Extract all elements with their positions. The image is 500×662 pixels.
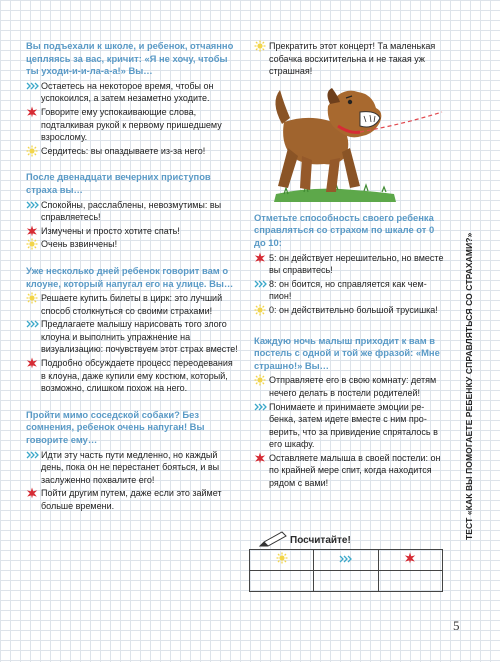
answer-option[interactable]: [254, 278, 446, 303]
answer-text: Сердитесь: вы опаздываете из-за него!: [41, 145, 206, 156]
question-text: Отметьте способность своего ребенка справляться со страхом по шкале от 0 до 10:: [254, 211, 435, 248]
pencil-icon: [258, 530, 288, 548]
answer-text: Измучены и просто хотите спать!: [41, 225, 180, 236]
question-text: Вы подъехали к школе, и ребенок, отчаянно цепляясь за вас, кричит: «Я не хочу, чтобы ты уходи-и-и-ла-а-а!» Вы…: [26, 40, 234, 77]
question-block: [26, 40, 239, 157]
answer-text: Очень взвинчены!: [41, 239, 118, 250]
count-title: Посчитайте!: [290, 535, 351, 546]
answer-text: Отправляете его в свою комнату: детям нечего делать в постели родителей!: [269, 375, 437, 398]
star-icon: [26, 487, 41, 499]
count-star-cell: [378, 550, 442, 571]
answer-text: Спокойны, расслаблены, невозмутимы: вы справляетесь!: [41, 199, 222, 223]
sun-icon: [254, 374, 269, 386]
answer-text: Оставляете малыша в своей постели: он по крайней мере спит, когда находится рядом с вами!: [269, 452, 441, 489]
answer-option[interactable]: [26, 357, 239, 395]
question-text: Пройти мимо соседской собаки? Без сомнения, ребенок очень напуган! Вы говорите ему…: [26, 408, 205, 446]
answer-option[interactable]: [26, 449, 239, 487]
answer-text: Решаете купить билеты в цирк: это лучший способ столкнуться со своими страхами!: [41, 293, 223, 316]
answer-text: Понимаете и принимаете эмоции ребенка, затем идете вместе с ним проверить, что за привидение спряталось в его шкафу.: [269, 401, 438, 450]
spiral-icon: [254, 278, 269, 290]
star-icon: [254, 252, 269, 264]
right-column: [254, 40, 446, 500]
answer-option[interactable]: [254, 374, 446, 399]
count-input-spiral[interactable]: [314, 571, 378, 592]
answer-option[interactable]: [26, 106, 239, 144]
star-icon: [26, 106, 41, 118]
answer-text: 8: он боится, но справляется как чемпион!: [269, 278, 427, 302]
sun-icon: [26, 145, 41, 157]
answer-option[interactable]: [26, 487, 239, 512]
question-text: После двенадцати вечерних приступов страха вы…: [26, 171, 211, 195]
answer-text: 5: он действует нерешительно, но вместе вы справитесь!: [269, 252, 444, 276]
answer-option[interactable]: [254, 304, 446, 317]
page-number: 5: [453, 618, 460, 633]
answer-option[interactable]: [26, 238, 239, 251]
answer-option[interactable]: [26, 225, 239, 238]
spiral-icon: [26, 318, 41, 330]
answer-option[interactable]: [26, 318, 239, 356]
star-icon: [26, 225, 41, 237]
question-block: [254, 335, 446, 490]
answer-option[interactable]: [26, 199, 239, 224]
question-block: [26, 409, 239, 513]
star-icon: [403, 552, 418, 564]
count-spiral-cell: [314, 550, 378, 571]
answer-text: Предлагаете малышу нарисовать того злого клоуна и выполнить упражнение на визуализацию: почувствуем этот страх вместе!: [41, 319, 238, 355]
spiral-icon: [338, 553, 353, 565]
answer-text: Идти эту часть пути медленно, но каждый день, пока он не перестанет бояться, и вы заслуженно похвалите его!: [41, 449, 220, 485]
spiral-icon: [26, 80, 41, 92]
sun-icon: [26, 238, 41, 250]
answer-option[interactable]: [254, 452, 446, 490]
star-icon: [26, 357, 41, 369]
count-input-star[interactable]: [378, 571, 442, 592]
answer-text: Подробно обсуждаете процесс переодевания в клоуна, даже купили ему костюм, который, возможно, слишком похож на него.: [41, 358, 233, 394]
left-column: [26, 40, 239, 523]
answer-option[interactable]: [254, 401, 446, 451]
question-block: [254, 212, 446, 317]
spiral-icon: [254, 401, 269, 413]
answer-option[interactable]: [254, 40, 446, 78]
question-block: [26, 265, 239, 395]
sun-icon: [254, 304, 269, 316]
sun-icon: [26, 292, 41, 304]
question-text: Уже несколько дней ребенок говорит вам о клоуне, который напугал его на улице. Вы…: [26, 264, 234, 289]
answer-text: Пойти другим путем, даже если это займет больше времени.: [41, 488, 222, 511]
barking-dog-icon: [254, 82, 444, 207]
count-sun-cell: [250, 550, 314, 571]
answer-text: Прекратить этот концерт! Та маленькая собачка восхитительна и не такая уж страшная!: [269, 41, 436, 77]
count-table: [249, 549, 443, 592]
spiral-icon: [26, 199, 41, 211]
answer-option[interactable]: [254, 252, 446, 277]
count-input-sun[interactable]: [250, 571, 314, 592]
answer-option[interactable]: [26, 292, 239, 317]
answer-text: Говорите ему успокаивающие слова, подталкивая рукой к первому пришедшему взрослому.: [41, 106, 222, 143]
dog-illustration: [254, 82, 446, 212]
spiral-icon: [26, 449, 41, 461]
answer-option[interactable]: [26, 145, 239, 158]
sun-icon: [254, 40, 269, 52]
question-block: [26, 171, 239, 251]
answer-option[interactable]: [26, 80, 239, 105]
answer-text: Остаетесь на некоторое время, чтобы он успокоился, а затем незаметно уходите.: [41, 80, 214, 104]
answer-text: 0: он действительно большой трусишка!: [269, 304, 438, 315]
question-text: Каждую ночь малыш приходит к вам в постель с одной и той же фразой: «Мне страшно!» Вы…: [254, 334, 440, 371]
star-icon: [254, 452, 269, 464]
sun-icon: [274, 552, 289, 564]
sidebar-title: ТЕСТ «КАК ВЫ ПОМОГАЕТЕ РЕБЕНКУ СПРАВЛЯТЬСЯ СО СТРАХАМИ?»: [464, 232, 474, 540]
